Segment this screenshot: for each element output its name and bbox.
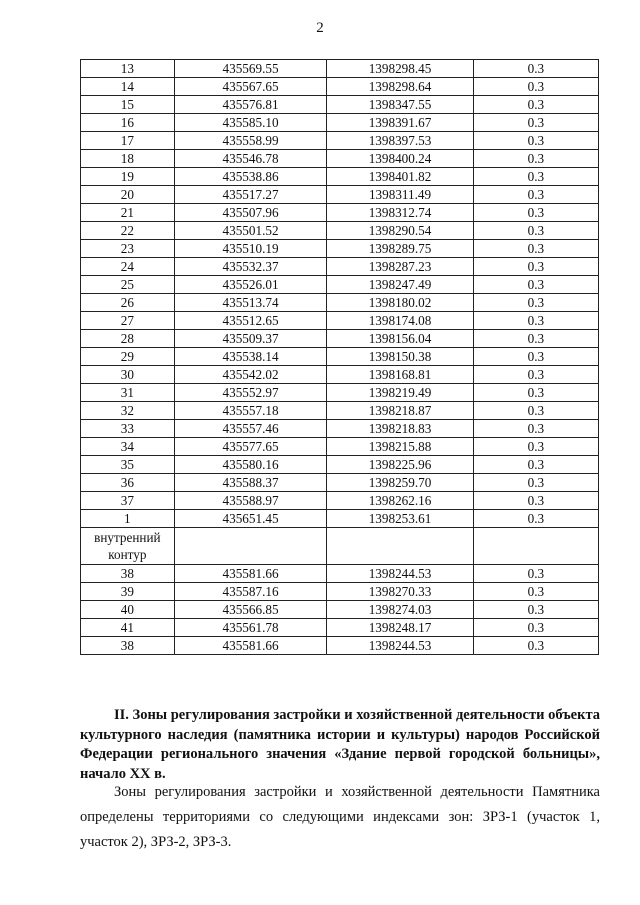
y-coordinate-cell: 1398400.24 [327, 150, 473, 168]
value-cell: 0.3 [473, 565, 598, 583]
value-cell: 0.3 [473, 366, 598, 384]
value-cell: 0.3 [473, 492, 598, 510]
point-number-cell: 33 [81, 420, 175, 438]
y-coordinate-cell: 1398215.88 [327, 438, 473, 456]
table-body-outer-contour [81, 60, 599, 528]
x-coordinate-cell: 435569.55 [174, 60, 327, 78]
x-coordinate-cell: 435581.66 [174, 565, 327, 583]
x-coordinate-cell: 435580.16 [174, 456, 327, 474]
point-number-cell: 25 [81, 276, 175, 294]
y-coordinate-cell: 1398168.81 [327, 366, 473, 384]
value-cell: 0.3 [473, 583, 598, 601]
point-number-cell: 29 [81, 348, 175, 366]
point-number-cell: 38 [81, 637, 175, 655]
value-cell: 0.3 [473, 240, 598, 258]
point-number-cell: 40 [81, 601, 175, 619]
table-row [81, 420, 599, 438]
table-row [81, 276, 599, 294]
page-number: 2 [316, 20, 324, 36]
y-coordinate-cell: 1398218.83 [327, 420, 473, 438]
point-number-cell: 1 [81, 510, 175, 528]
inner-contour-label: внутренний контур [81, 528, 175, 565]
point-number-cell: 14 [81, 78, 175, 96]
y-coordinate-cell: 1398219.49 [327, 384, 473, 402]
value-cell: 0.3 [473, 258, 598, 276]
value-cell: 0.3 [473, 150, 598, 168]
point-number-cell: 16 [81, 114, 175, 132]
table-row [81, 132, 599, 150]
y-coordinate-cell: 1398180.02 [327, 294, 473, 312]
value-cell: 0.3 [473, 384, 598, 402]
y-coordinate-cell: 1398287.23 [327, 258, 473, 276]
point-number-cell: 36 [81, 474, 175, 492]
y-coordinate-cell: 1398298.64 [327, 78, 473, 96]
table-row [81, 78, 599, 96]
table-row [81, 222, 599, 240]
y-coordinate-cell: 1398218.87 [327, 402, 473, 420]
value-cell: 0.3 [473, 168, 598, 186]
x-coordinate-cell: 435561.78 [174, 619, 327, 637]
value-cell: 0.3 [473, 474, 598, 492]
table-row [81, 312, 599, 330]
value-cell: 0.3 [473, 601, 598, 619]
point-number-cell: 31 [81, 384, 175, 402]
table-row [81, 348, 599, 366]
y-coordinate-cell: 1398150.38 [327, 348, 473, 366]
point-number-cell: 13 [81, 60, 175, 78]
point-number-cell: 30 [81, 366, 175, 384]
point-number-cell: 19 [81, 168, 175, 186]
x-coordinate-cell: 435557.46 [174, 420, 327, 438]
x-coordinate-cell: 435552.97 [174, 384, 327, 402]
y-coordinate-cell: 1398290.54 [327, 222, 473, 240]
table-row [81, 619, 599, 637]
x-coordinate-cell: 435576.81 [174, 96, 327, 114]
point-number-cell: 22 [81, 222, 175, 240]
y-coordinate-cell: 1398244.53 [327, 565, 473, 583]
value-cell: 0.3 [473, 276, 598, 294]
y-coordinate-cell: 1398312.74 [327, 204, 473, 222]
value-cell: 0.3 [473, 96, 598, 114]
y-coordinate-cell: 1398156.04 [327, 330, 473, 348]
x-coordinate-cell: 435588.97 [174, 492, 327, 510]
value-cell: 0.3 [473, 456, 598, 474]
y-coordinate-cell: 1398225.96 [327, 456, 473, 474]
x-coordinate-cell: 435577.65 [174, 438, 327, 456]
point-number-cell: 26 [81, 294, 175, 312]
table-row [81, 330, 599, 348]
value-cell: 0.3 [473, 402, 598, 420]
value-cell: 0.3 [473, 637, 598, 655]
x-coordinate-cell: 435557.18 [174, 402, 327, 420]
table-row [81, 114, 599, 132]
y-coordinate-cell: 1398347.55 [327, 96, 473, 114]
y-coordinate-cell: 1398298.45 [327, 60, 473, 78]
point-number-cell: 32 [81, 402, 175, 420]
x-coordinate-cell: 435510.19 [174, 240, 327, 258]
point-number-cell: 20 [81, 186, 175, 204]
table-row [81, 384, 599, 402]
x-coordinate-cell: 435558.99 [174, 132, 327, 150]
table-row [81, 510, 599, 528]
y-coordinate-cell: 1398391.67 [327, 114, 473, 132]
y-coordinate-cell: 1398259.70 [327, 474, 473, 492]
value-cell: 0.3 [473, 330, 598, 348]
value-cell: 0.3 [473, 619, 598, 637]
coordinates-table [80, 59, 599, 655]
table-row [81, 402, 599, 420]
point-number-cell: 38 [81, 565, 175, 583]
point-number-cell: 28 [81, 330, 175, 348]
x-coordinate-cell: 435526.01 [174, 276, 327, 294]
x-coordinate-cell: 435588.37 [174, 474, 327, 492]
x-coordinate-cell: 435581.66 [174, 637, 327, 655]
point-number-cell: 37 [81, 492, 175, 510]
table-row [81, 168, 599, 186]
point-number-cell: 21 [81, 204, 175, 222]
y-coordinate-cell: 1398401.82 [327, 168, 473, 186]
value-cell: 0.3 [473, 294, 598, 312]
table-row [81, 186, 599, 204]
value-cell: 0.3 [473, 348, 598, 366]
x-coordinate-cell: 435509.37 [174, 330, 327, 348]
table-row [81, 60, 599, 78]
value-cell: 0.3 [473, 204, 598, 222]
y-coordinate-cell: 1398174.08 [327, 312, 473, 330]
x-coordinate-cell: 435585.10 [174, 114, 327, 132]
table-row [81, 583, 599, 601]
value-cell: 0.3 [473, 438, 598, 456]
y-coordinate-cell: 1398311.49 [327, 186, 473, 204]
y-coordinate-cell: 1398397.53 [327, 132, 473, 150]
table-cell-empty [327, 528, 473, 565]
value-cell: 0.3 [473, 186, 598, 204]
table-row [81, 204, 599, 222]
table-row [81, 240, 599, 258]
value-cell: 0.3 [473, 60, 598, 78]
value-cell: 0.3 [473, 114, 598, 132]
point-number-cell: 39 [81, 583, 175, 601]
table-row [81, 96, 599, 114]
value-cell: 0.3 [473, 312, 598, 330]
x-coordinate-cell: 435542.02 [174, 366, 327, 384]
x-coordinate-cell: 435513.74 [174, 294, 327, 312]
x-coordinate-cell: 435651.45 [174, 510, 327, 528]
x-coordinate-cell: 435532.37 [174, 258, 327, 276]
table-row [81, 294, 599, 312]
point-number-cell: 15 [81, 96, 175, 114]
x-coordinate-cell: 435501.52 [174, 222, 327, 240]
x-coordinate-cell: 435587.16 [174, 583, 327, 601]
value-cell: 0.3 [473, 222, 598, 240]
x-coordinate-cell: 435512.65 [174, 312, 327, 330]
point-number-cell: 18 [81, 150, 175, 168]
x-coordinate-cell: 435517.27 [174, 186, 327, 204]
table-row [81, 438, 599, 456]
y-coordinate-cell: 1398270.33 [327, 583, 473, 601]
table-row [81, 601, 599, 619]
value-cell: 0.3 [473, 132, 598, 150]
x-coordinate-cell: 435567.65 [174, 78, 327, 96]
y-coordinate-cell: 1398274.03 [327, 601, 473, 619]
table-row [81, 258, 599, 276]
table-row [81, 492, 599, 510]
table-body-inner-contour [81, 565, 599, 655]
x-coordinate-cell: 435538.86 [174, 168, 327, 186]
table-row [81, 637, 599, 655]
point-number-cell: 17 [81, 132, 175, 150]
table-row-inner-contour [81, 528, 599, 565]
section-heading: II. Зоны регулирования застройки и хозяйственной деятельности объекта культурного наследия (памятника истории и культуры) народов Российской Федерации регионального значения «Здание первой городской больницы», начало XX в. [80, 707, 600, 782]
value-cell: 0.3 [473, 420, 598, 438]
y-coordinate-cell: 1398247.49 [327, 276, 473, 294]
point-number-cell: 34 [81, 438, 175, 456]
y-coordinate-cell: 1398244.53 [327, 637, 473, 655]
table-row [81, 150, 599, 168]
point-number-cell: 35 [81, 456, 175, 474]
x-coordinate-cell: 435546.78 [174, 150, 327, 168]
y-coordinate-cell: 1398253.61 [327, 510, 473, 528]
point-number-cell: 23 [81, 240, 175, 258]
y-coordinate-cell: 1398289.75 [327, 240, 473, 258]
value-cell: 0.3 [473, 510, 598, 528]
table-body-inner-contour-header [81, 528, 599, 565]
point-number-cell: 27 [81, 312, 175, 330]
table-row [81, 565, 599, 583]
table-row [81, 366, 599, 384]
point-number-cell: 41 [81, 619, 175, 637]
x-coordinate-cell: 435538.14 [174, 348, 327, 366]
table-row [81, 456, 599, 474]
value-cell: 0.3 [473, 78, 598, 96]
x-coordinate-cell: 435507.96 [174, 204, 327, 222]
table-cell-empty [174, 528, 327, 565]
x-coordinate-cell: 435566.85 [174, 601, 327, 619]
point-number-cell: 24 [81, 258, 175, 276]
y-coordinate-cell: 1398262.16 [327, 492, 473, 510]
y-coordinate-cell: 1398248.17 [327, 619, 473, 637]
table-row [81, 474, 599, 492]
section-paragraph: Зоны регулирования застройки и хозяйственной деятельности Памятника определены территориями со следующими индексами зон: ЗРЗ-1 (участок 1, участок 2), ЗРЗ-2, ЗРЗ-3. [80, 784, 600, 850]
table-cell-empty [473, 528, 598, 565]
